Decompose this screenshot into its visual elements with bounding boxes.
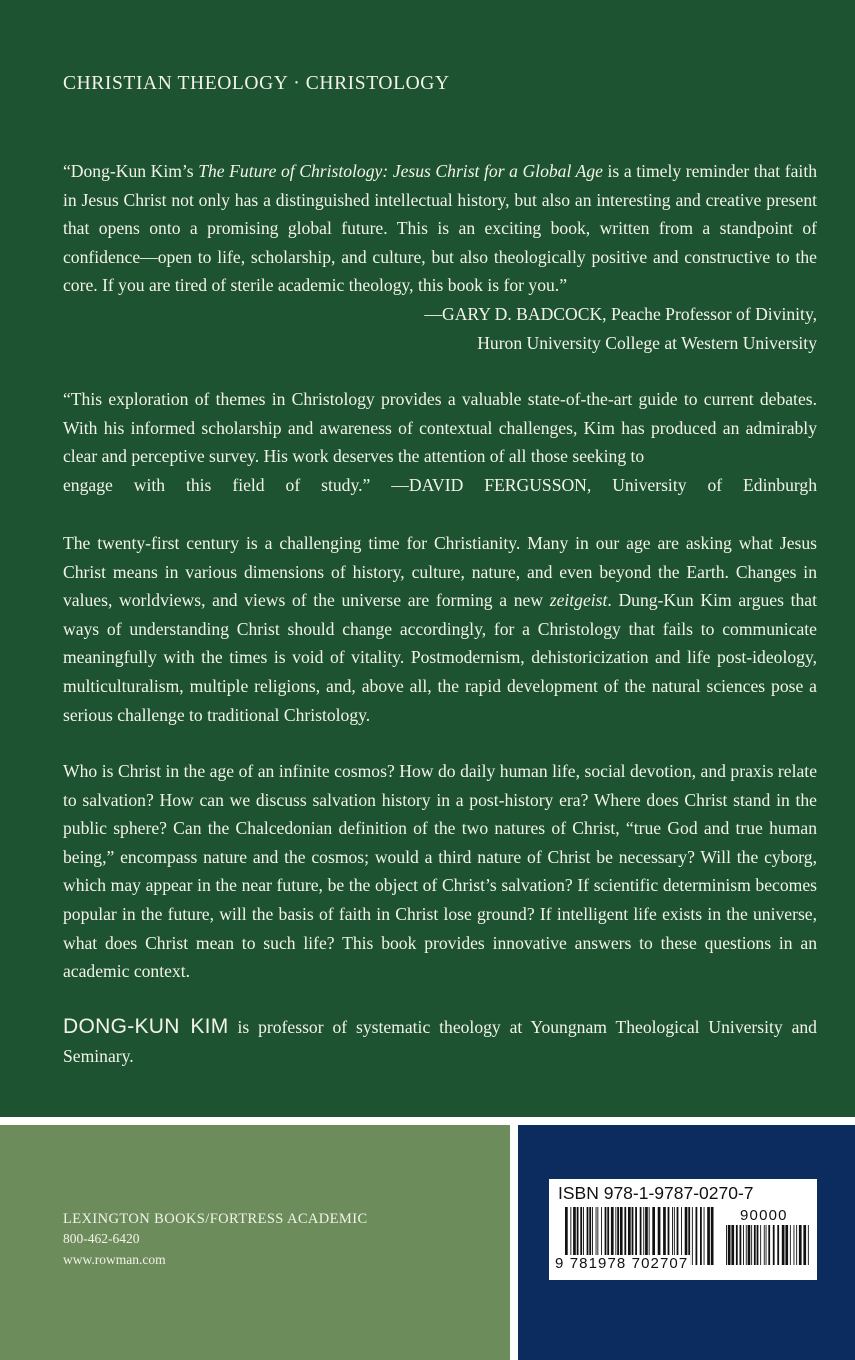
barcode-bar xyxy=(777,1225,779,1265)
book-title: The Future of Christology: Jesus Christ for a Global Age xyxy=(198,161,603,181)
endorsement-badcock-attribution-line1: —GARY D. BADCOCK, Peache Professor of Divinity, xyxy=(424,303,817,324)
barcode-bar xyxy=(782,1225,785,1265)
barcode-bar xyxy=(799,1225,802,1265)
barcode-bar xyxy=(760,1225,761,1265)
barcode-bar xyxy=(773,1225,775,1265)
description-paragraph-1: The twenty-first century is a challenging time for Christianity. Many in our age are asking what Jesus Christ means in various dimensions of history, culture, nature, and even beyond the Earth. Changes in values, worldviews, and views of the universe are forming a new zeitgeist. Dung-Kun Kim argues that ways of understanding Christ should change accordingly, for a Christology that fails to communicate meaningfully with the times is void of vitality. Postmodernism, dehistoricization and life post-ideology, multiculturalism, multiple religions, and, above all, the rapid development of the natural sciences pose a serious challenge to traditional Christology. xyxy=(63,533,817,725)
barcode-bar xyxy=(704,1207,705,1265)
barcode-addon-bars-icon xyxy=(726,1225,810,1265)
zeitgeist-term: zeitgeist xyxy=(549,590,608,611)
barcode-bar xyxy=(790,1225,791,1265)
endorsement-badcock xyxy=(63,157,817,357)
barcode-bar xyxy=(726,1225,727,1265)
barcode-bar xyxy=(808,1225,809,1265)
barcode-bar xyxy=(740,1225,742,1265)
barcode-bar xyxy=(794,1225,795,1265)
barcode-bar xyxy=(803,1225,806,1265)
barcode-bar xyxy=(766,1225,767,1265)
barcode-bar xyxy=(731,1225,734,1265)
barcode-bar xyxy=(764,1225,765,1265)
endorsement-fergusson-last-line: engage with this field of study.” —DAVID FERGUSSON, University of Edinburgh xyxy=(63,474,818,495)
barcode-bar xyxy=(696,1207,698,1265)
author-bio xyxy=(63,1013,817,1070)
isbn-label: ISBN 978-1-9787-0270-7 xyxy=(558,1183,754,1203)
barcode-bar xyxy=(748,1225,751,1265)
barcode-bar xyxy=(728,1225,731,1265)
barcode-bar xyxy=(754,1225,756,1265)
barcode-bar xyxy=(796,1225,797,1265)
barcode-bar xyxy=(751,1225,752,1265)
author-name: DONG-KUN KIM xyxy=(63,1015,229,1038)
barcode-bar xyxy=(707,1207,710,1265)
publisher-phone: 800-462-6420 xyxy=(63,1231,140,1246)
publisher-name: LEXINGTON BOOKS/FORTRESS ACADEMIC xyxy=(63,1211,368,1227)
barcode-bar xyxy=(711,1207,714,1265)
horizontal-divider xyxy=(0,1117,855,1125)
barcode-bar xyxy=(746,1225,747,1265)
description-paragraph-2: Who is Christ in the age of an infinite cosmos? How do daily human life, social devotion, and praxis relate to salvation? How can we discuss salvation history in a post-history era? Where does Christ stand in the public sphere? Can the Chalcedonian definition of the two natures of Christ, “true God and true human being,” encompass nature and the cosmos; would a third nature of Christ be necessary? Will the cyborg, which may appear in the near future, be the object of Christ’s salvation? If scientific determinism becomes popular in the future, will the basis of faith in Christ lose ground? If intelligent life exists in the universe, what does Christ mean to such life? This book provides innovative answers to these questions in an academic context. xyxy=(63,761,817,982)
endorsement-fergusson-attribution: —DAVID FERGUSSON, University of Edinburgh xyxy=(391,474,818,495)
price-code: 90000 xyxy=(740,1207,788,1224)
isbn-barcode xyxy=(549,1179,817,1280)
barcode-bar xyxy=(692,1207,693,1265)
endorsement-badcock-attribution-line2: Huron University College at Western University xyxy=(477,332,817,353)
endorsement-fergusson-quote: “This exploration of themes in Christology provides a valuable state-of-the-art guide to current debates. With his informed scholarship and awareness of contextual challenges, Kim has produced an admirably clear and perceptive survey. His work deserves the attention of all those seeking to xyxy=(63,389,817,467)
barcode-bar xyxy=(785,1225,788,1265)
barcode-bar xyxy=(757,1225,759,1265)
endorsement-badcock-quote: “Dong-Kun Kim’s The Future of Christology: Jesus Christ for a Global Age is a timely reminder that faith in Jesus Christ not only has a distinguished intellectual history, but also an interesting and creative present that opens onto a promising global future. This is an exciting book, written from a standpoint of confidence—open to life, scholarship, and culture, but also theologically positive and constructive to the core. If you are tired of sterile academic theology, this book is for you.” xyxy=(63,161,817,296)
barcode-bar xyxy=(700,1207,702,1265)
barcode-digits: 9 781978 702707 xyxy=(555,1255,689,1272)
author-bio-text: is professor of systematic theology at Youngnam Theological University and Seminary. xyxy=(63,1017,817,1066)
barcode-bar xyxy=(743,1225,744,1265)
publisher-website: www.rowman.com xyxy=(63,1252,166,1267)
subject-category: CHRISTIAN THEOLOGY · CHRISTOLOGY xyxy=(63,73,450,94)
barcode-bar xyxy=(736,1225,738,1265)
endorsement-fergusson xyxy=(63,385,817,499)
vertical-divider xyxy=(510,1125,518,1360)
barcode-bar xyxy=(768,1225,770,1265)
